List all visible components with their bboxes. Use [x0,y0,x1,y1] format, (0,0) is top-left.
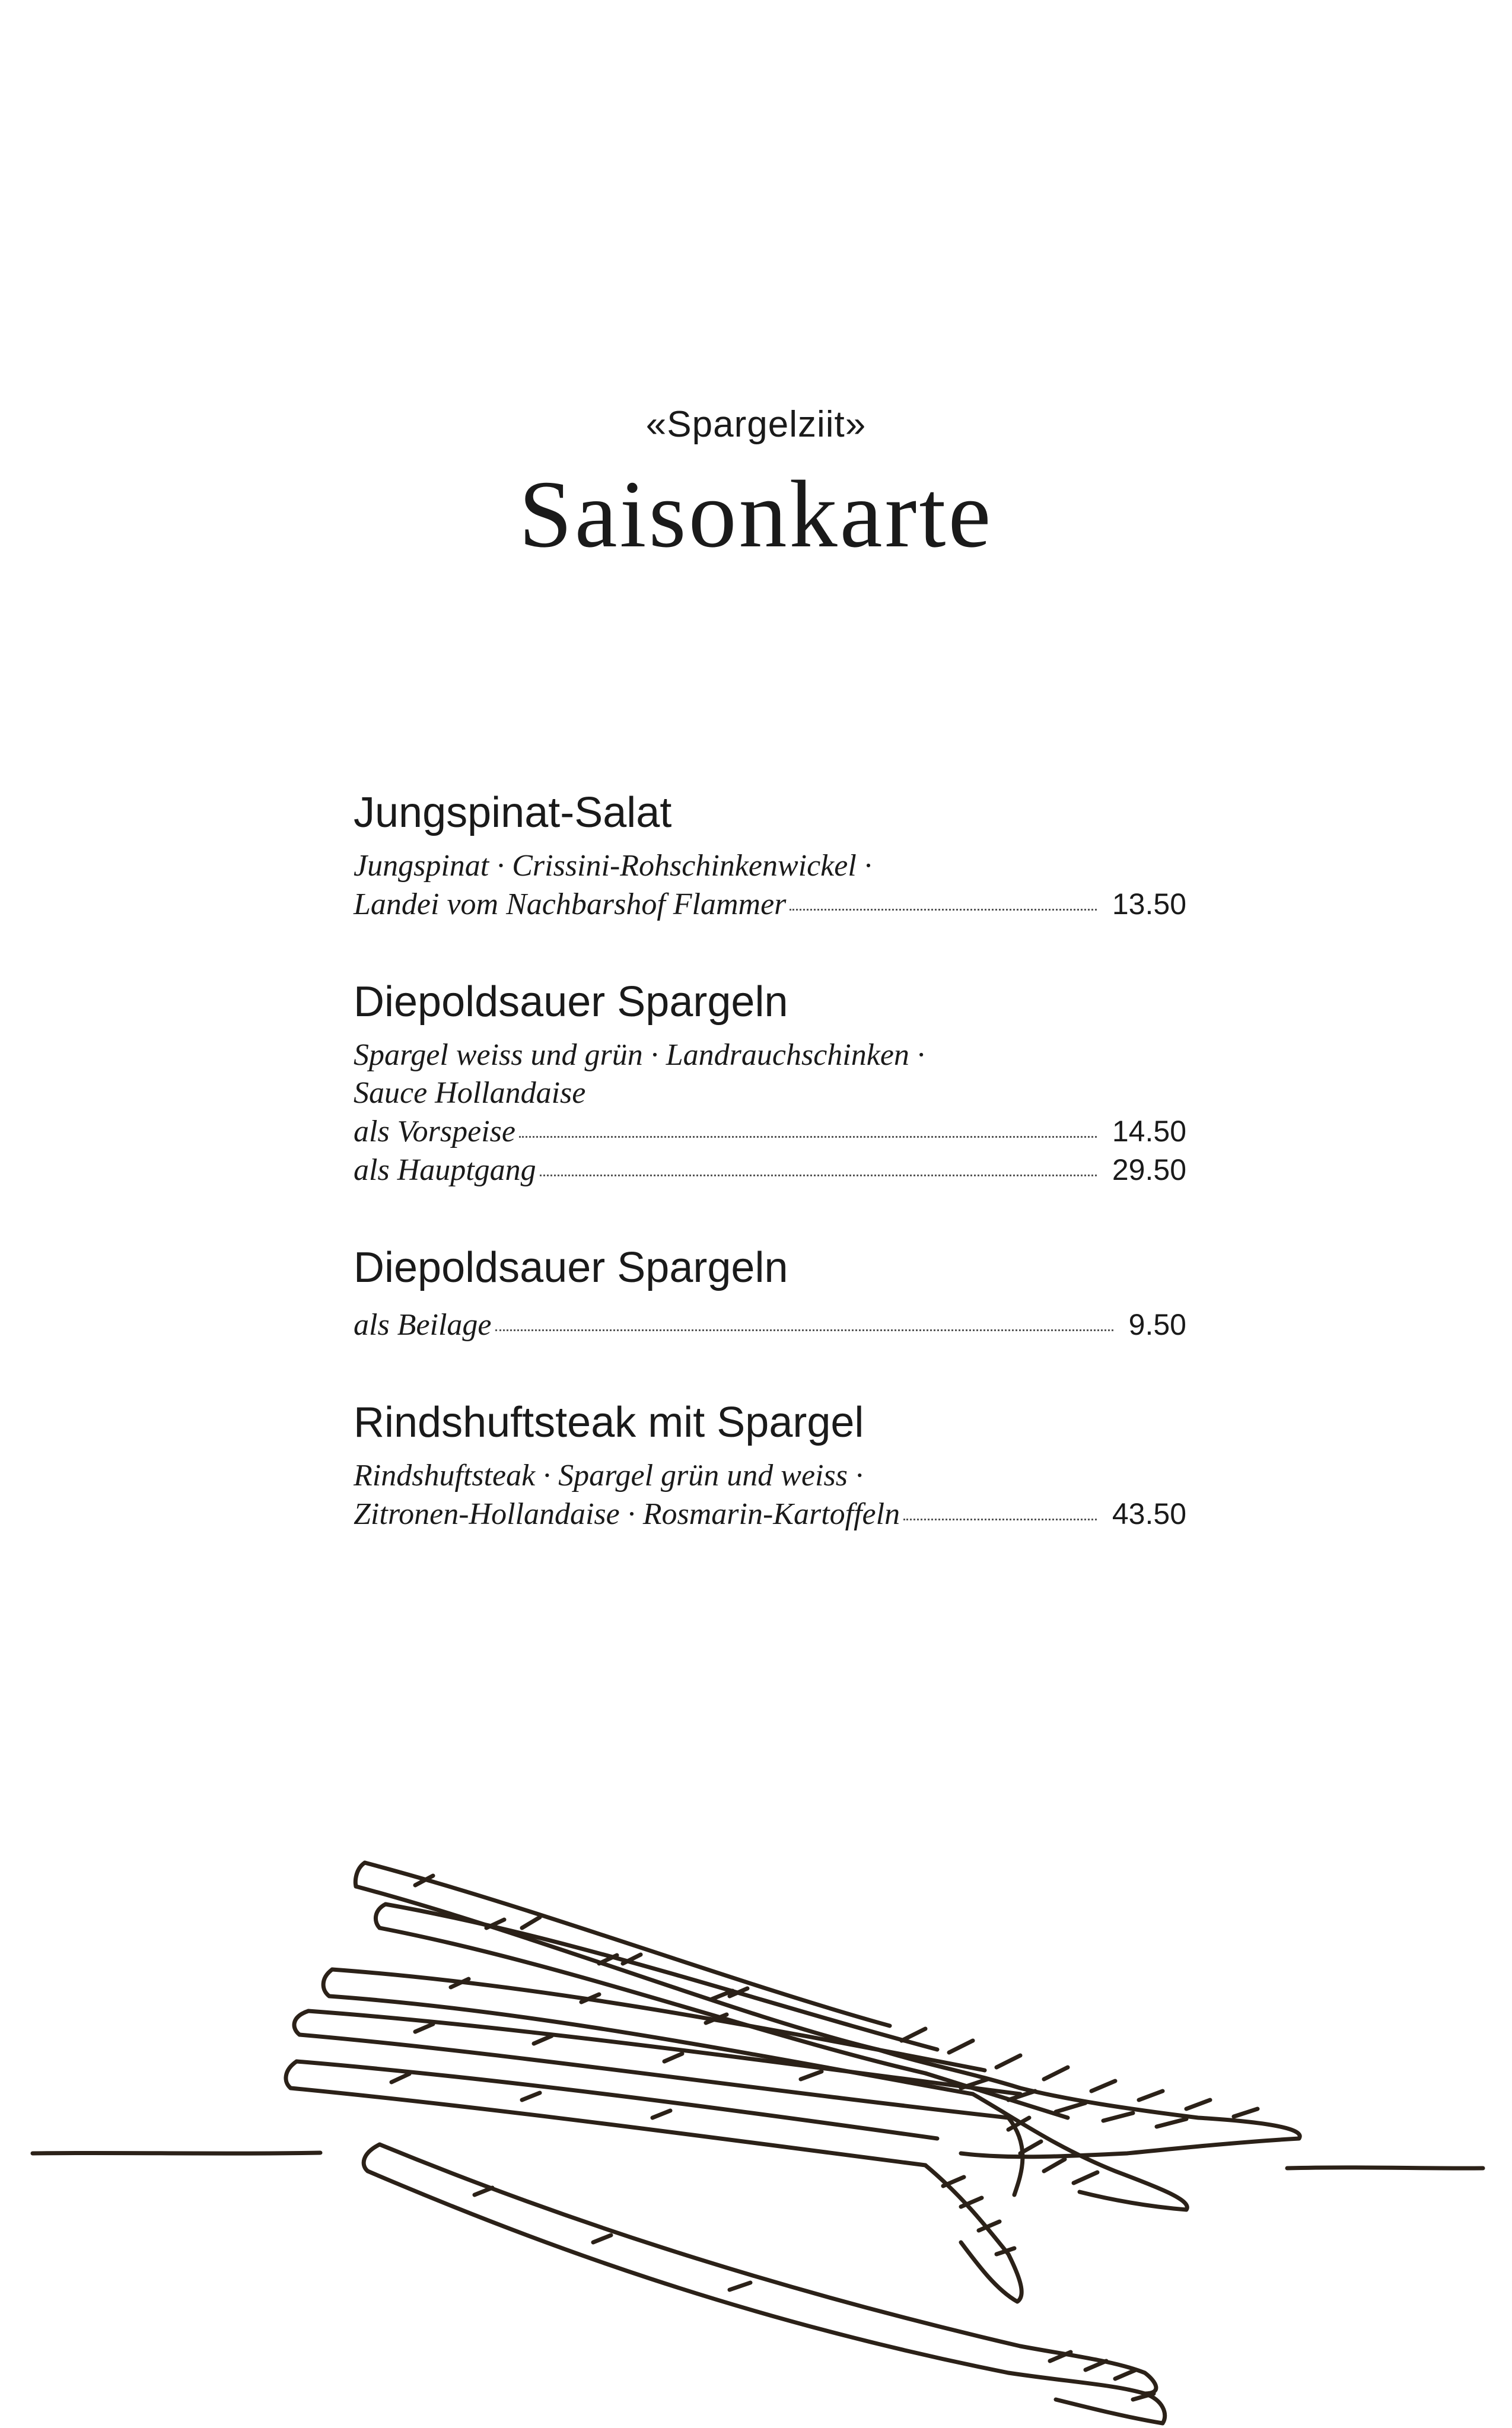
price-value: 14.50 [1112,1115,1186,1148]
menu-section [354,1238,1186,1344]
asparagus-bundle-icon [0,1839,1512,2428]
dish-title: Jungspinat-Salat [354,789,672,836]
dish-description: Spargel weiss und grün · Landrauchschinken · [354,1038,925,1072]
menu-section [354,783,1186,924]
price-row [354,885,1186,924]
menu-section [354,1393,1186,1533]
price-row-label: Landei vom Nachbarshof Flammer [354,887,787,921]
dish-description: Rindshuftsteak · Spargel grün und weiss · [354,1459,863,1493]
dish-description: Sauce Hollandaise [354,1076,586,1110]
dot-leader [540,1175,1097,1176]
price-row-label: als Hauptgang [354,1153,536,1187]
price-row-label: Zitronen-Hollandaise · Rosmarin-Kartoffeln [354,1497,900,1531]
dot-leader [519,1136,1097,1138]
dot-leader [790,909,1096,911]
dot-leader [495,1329,1113,1331]
price-row [354,1495,1186,1533]
price-value: 13.50 [1112,887,1186,921]
price-value: 43.50 [1112,1497,1186,1530]
dish-title: Diepoldsauer Spargeln [354,978,788,1026]
price-row [354,1112,1186,1151]
price-row-label: als Beilage [354,1308,492,1342]
price-row-label: als Vorspeise [354,1115,515,1148]
price-row [354,1151,1186,1189]
dish-title: Rindshuftsteak mit Spargel [354,1399,864,1446]
dish-title: Diepoldsauer Spargeln [354,1244,788,1291]
menu-subtitle: «Spargelziit» [645,404,867,445]
menu-list [354,783,1186,1582]
price-value: 29.50 [1112,1153,1186,1186]
price-value: 9.50 [1128,1308,1186,1341]
menu-title: Saisonkarte [518,462,994,568]
price-row [354,1306,1186,1344]
dish-description: Jungspinat · Crissini-Rohschinkenwickel · [354,849,872,883]
dot-leader [903,1519,1097,1520]
menu-section [354,972,1186,1189]
